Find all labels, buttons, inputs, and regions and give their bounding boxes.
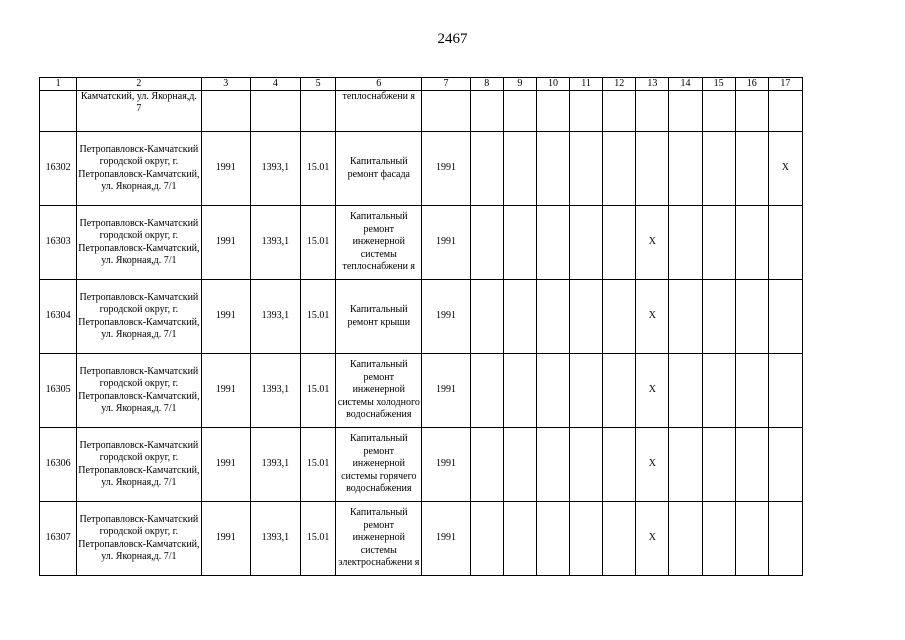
works-table [39,77,803,576]
id-cell: 16304 [40,280,77,354]
year-cell: 1991 [201,502,250,576]
cell [570,502,603,576]
cell [503,91,536,132]
cell [422,91,470,132]
code-cell: 15.01 [301,206,336,280]
cell [470,132,503,206]
header-cell: 15 [702,78,735,91]
cell [603,132,636,206]
header-cell: 11 [570,78,603,91]
cell [669,91,702,132]
cell [470,280,503,354]
code-cell [301,91,336,132]
cell [735,428,768,502]
cell [503,280,536,354]
cell [503,428,536,502]
work-cell: Капитальный ремонт инженерной системы горячего водоснабжения [336,428,422,502]
area-cell: 1393,1 [250,502,300,576]
year-cell [201,91,250,132]
year2-cell: 1991 [422,502,470,576]
header-cell: 10 [536,78,569,91]
cell [702,91,735,132]
work-cell: теплоснабжени я [336,91,422,132]
header-row [40,78,803,91]
mark-cell: X [636,280,669,354]
cell [536,280,569,354]
page-number: 2467 [437,31,468,47]
table-row [40,132,803,206]
table-row [40,206,803,280]
year-cell: 1991 [201,428,250,502]
cell [470,206,503,280]
code-cell: 15.01 [301,132,336,206]
id-cell: 16306 [40,428,77,502]
cell [735,132,768,206]
cell [636,91,669,132]
cell [536,206,569,280]
cell [768,91,802,132]
work-cell: Капитальный ремонт инженерной системы теплоснабжени я [336,206,422,280]
cell [470,91,503,132]
address-cell: Петропавловск-Камчатский городской округ, г. Петропавловск-Камчатский, ул. Якорная,д. 7/1 [77,502,201,576]
table-row [40,502,803,576]
address-cell: Петропавловск-Камчатский городской округ, г. Петропавловск-Камчатский, ул. Якорная,д. 7/1 [77,354,201,428]
cell [503,132,536,206]
area-cell: 1393,1 [250,206,300,280]
area-cell [250,91,300,132]
address-cell: Петропавловск-Камчатский городской округ, г. Петропавловск-Камчатский, ул. Якорная,д. 7/1 [77,428,201,502]
cell [735,206,768,280]
year2-cell: 1991 [422,132,470,206]
cell [702,428,735,502]
address-cell: Камчатский, ул. Якорная,д. 7 [77,91,201,132]
cell [570,91,603,132]
code-cell: 15.01 [301,502,336,576]
year2-cell: 1991 [422,280,470,354]
cell [603,206,636,280]
cell [570,428,603,502]
cell [536,428,569,502]
table-row [40,354,803,428]
cell [702,280,735,354]
mark-cell [768,502,802,576]
cell [536,132,569,206]
cell [570,132,603,206]
code-cell: 15.01 [301,280,336,354]
cell [536,91,569,132]
cell [470,502,503,576]
header-cell: 6 [336,78,422,91]
address-cell: Петропавловск-Камчатский городской округ, г. Петропавловск-Камчатский, ул. Якорная,д. 7/1 [77,132,201,206]
cell [735,280,768,354]
work-cell: Капитальный ремонт инженерной системы электроснабжени я [336,502,422,576]
cell [536,354,569,428]
id-cell: 16307 [40,502,77,576]
cell [470,354,503,428]
cell [603,91,636,132]
header-cell: 16 [735,78,768,91]
year-cell: 1991 [201,354,250,428]
year2-cell: 1991 [422,428,470,502]
cell [735,502,768,576]
code-cell: 15.01 [301,428,336,502]
cell [702,354,735,428]
cell [503,502,536,576]
cell [669,354,702,428]
cell [603,354,636,428]
mark-cell: X [636,354,669,428]
mark-cell: X [768,132,802,206]
cell [570,280,603,354]
area-cell: 1393,1 [250,132,300,206]
id-cell: 16305 [40,354,77,428]
header-cell: 5 [301,78,336,91]
cell [669,132,702,206]
header-cell: 1 [40,78,77,91]
header-cell: 2 [77,78,201,91]
id-cell: 16302 [40,132,77,206]
work-cell: Капитальный ремонт крыши [336,280,422,354]
cell [702,206,735,280]
cell [603,502,636,576]
cell [669,428,702,502]
area-cell: 1393,1 [250,428,300,502]
header-cell: 12 [603,78,636,91]
cell [669,206,702,280]
header-cell: 9 [503,78,536,91]
cell [570,354,603,428]
mark-cell: X [636,502,669,576]
mark-cell [768,280,802,354]
cell [570,206,603,280]
id-cell [40,91,77,132]
cell [603,280,636,354]
code-cell: 15.01 [301,354,336,428]
year-cell: 1991 [201,206,250,280]
table-row [40,428,803,502]
mark-cell: X [636,428,669,502]
cell [603,428,636,502]
area-cell: 1393,1 [250,354,300,428]
address-cell: Петропавловск-Камчатский городской округ, г. Петропавловск-Камчатский, ул. Якорная,д. 7/1 [77,280,201,354]
year-cell: 1991 [201,280,250,354]
header-cell: 17 [768,78,802,91]
cell [735,91,768,132]
cell [470,428,503,502]
cell [503,354,536,428]
mark-cell [768,354,802,428]
cell [669,502,702,576]
mark-cell [768,428,802,502]
header-cell: 8 [470,78,503,91]
header-cell: 13 [636,78,669,91]
work-cell: Капитальный ремонт фасада [336,132,422,206]
cell [669,280,702,354]
header-cell: 7 [422,78,470,91]
header-cell: 14 [669,78,702,91]
cell [536,502,569,576]
year-cell: 1991 [201,132,250,206]
header-cell: 3 [201,78,250,91]
mark-cell: X [636,206,669,280]
work-cell: Капитальный ремонт инженерной системы холодного водоснабжения [336,354,422,428]
cell [702,132,735,206]
table-row [40,280,803,354]
continuation-row [40,91,803,132]
area-cell: 1393,1 [250,280,300,354]
year2-cell: 1991 [422,354,470,428]
header-cell: 4 [250,78,300,91]
cell [735,354,768,428]
cell [503,206,536,280]
id-cell: 16303 [40,206,77,280]
cell [702,502,735,576]
year2-cell: 1991 [422,206,470,280]
mark-cell [636,132,669,206]
address-cell: Петропавловск-Камчатский городской округ, г. Петропавловск-Камчатский, ул. Якорная,д. 7/1 [77,206,201,280]
mark-cell [768,206,802,280]
